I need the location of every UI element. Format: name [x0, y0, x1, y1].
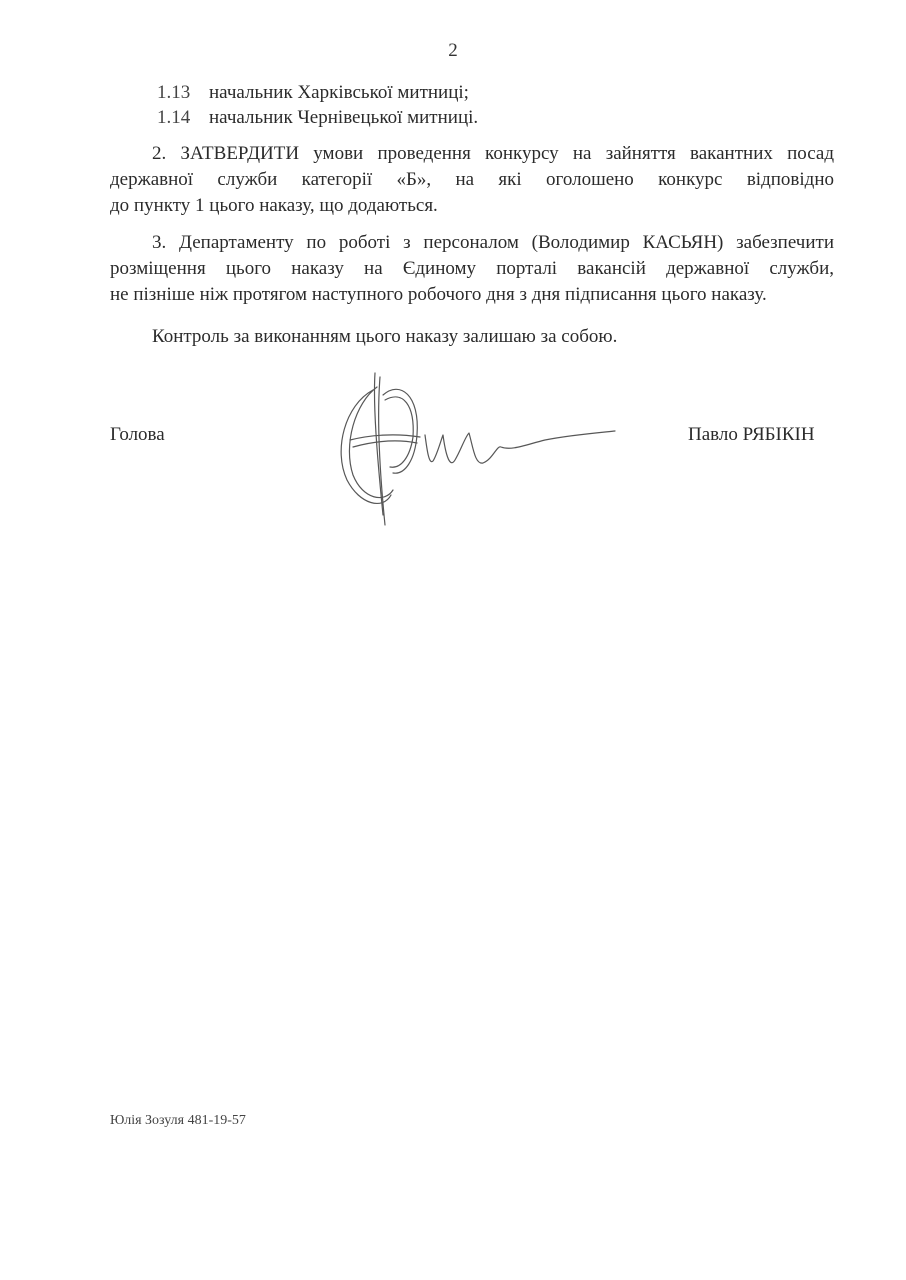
- executor-contact: Юлія Зозуля 481-19-57: [110, 1113, 246, 1128]
- list-item: [157, 82, 469, 104]
- paragraph-line: державної служби категорії «Б», на які оголошено конкурс відповідно: [110, 169, 834, 190]
- paragraph-line: розміщення цього наказу на Єдиному порталі вакансій державної служби,: [110, 258, 834, 279]
- paragraph-approve-conditions: [110, 141, 834, 219]
- list-item: [157, 107, 478, 129]
- control-statement: Контроль за виконанням цього наказу залишаю за собою.: [152, 326, 618, 347]
- signatory-title: Голова: [110, 424, 165, 445]
- paragraph-hr-department: [110, 230, 834, 308]
- handwritten-signature: [325, 365, 625, 535]
- paragraph-line: не пізніше ніж протягом наступного робочого дня з дня підписання цього наказу.: [110, 284, 767, 305]
- list-item-text: начальник Харківської митниці;: [209, 82, 469, 103]
- paragraph-line: 2. ЗАТВЕРДИТИ умови проведення конкурсу на зайняття вакантних посад: [152, 143, 834, 164]
- list-item-number: 1.13: [157, 82, 191, 103]
- list-item-text: начальник Чернівецької митниці.: [209, 107, 479, 128]
- page-number: 2: [448, 40, 458, 61]
- paragraph-line: до пункту 1 цього наказу, що додаються.: [110, 195, 438, 216]
- paragraph-line: 3. Департаменту по роботі з персоналом (Володимир КАСЬЯН) забезпечити: [152, 232, 834, 253]
- list-item-number: 1.14: [157, 107, 191, 128]
- signatory-name: Павло РЯБІКІН: [688, 424, 815, 445]
